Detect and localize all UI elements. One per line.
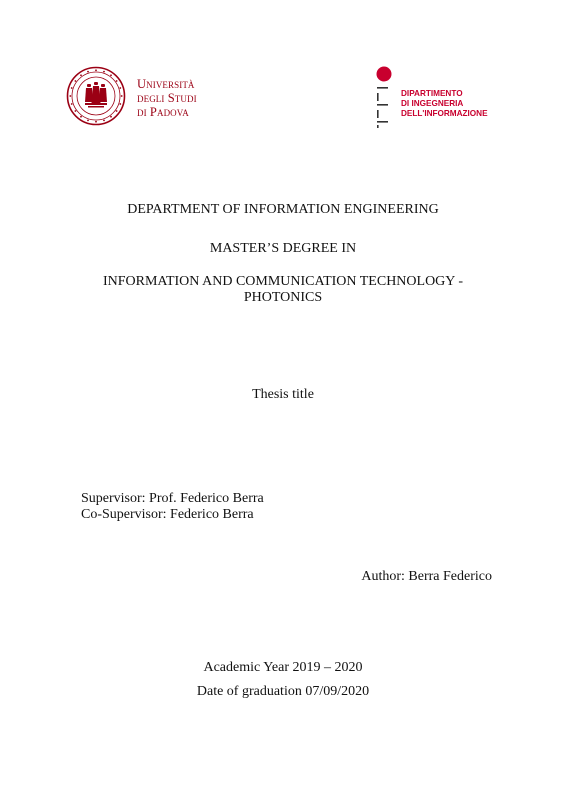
graduation-date: Date of graduation 07/09/2020 [196,684,370,699]
university-name [137,77,197,119]
department-mark-icon [372,66,396,128]
department-logo-line-3: DELL'INFORMAZIONE [401,109,488,118]
supervisor-line: Supervisor: Prof. Federico Berra [81,491,264,506]
university-seal-icon [66,66,126,126]
university-name-line-1: Università [137,77,195,91]
university-name-line-3: di Padova [137,105,189,119]
thesis-title: Thesis title [252,387,314,402]
department-heading: DEPARTMENT OF INFORMATION ENGINEERING [127,202,439,217]
department-logo-line-2: DI INGEGNERIA [401,99,464,108]
degree-heading: MASTER’S DEGREE IN [209,241,357,256]
co-supervisor-line: Co-Supervisor: Federico Berra [81,507,254,522]
university-name-line-2: degli Studi [137,91,197,105]
academic-year: Academic Year 2019 – 2020 [203,660,363,675]
author-line: Author: Berra Federico [361,569,492,584]
department-logo-line-1: DIPARTIMENTO [401,89,463,98]
department-logo-text [401,89,488,119]
programme-line-2: PHOTONICS [243,290,323,305]
university-logo [66,66,256,128]
department-logo [372,66,512,132]
programme-line-1: INFORMATION AND COMMUNICATION TECHNOLOGY - [102,274,464,289]
